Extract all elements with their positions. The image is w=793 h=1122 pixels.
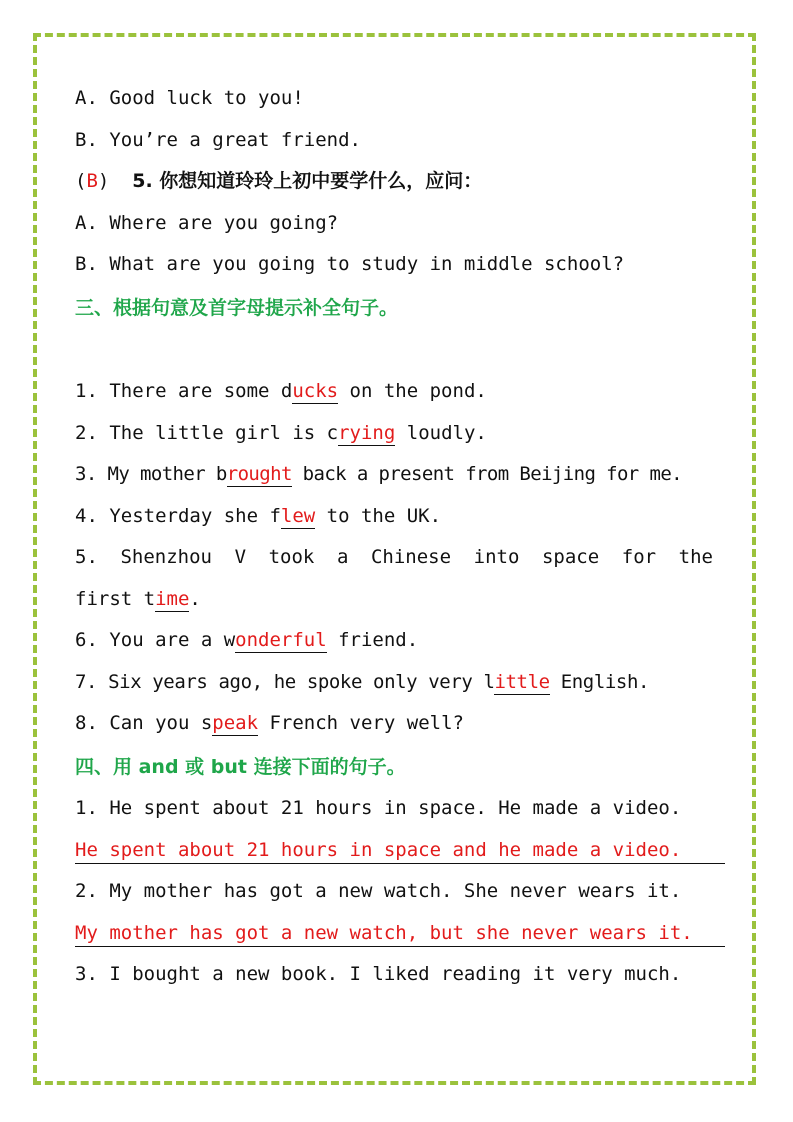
answer-paren-open: ( (75, 170, 87, 192)
item-text: 2. The little girl is c (75, 421, 339, 444)
word: Shenzhou (120, 546, 212, 568)
fill-answer: rought (226, 463, 292, 485)
combine-a2-line (75, 913, 715, 955)
item-text: first t (75, 587, 156, 610)
item-text: 1. There are some d (75, 380, 293, 402)
item-text: 8. Can you s (75, 712, 213, 734)
item-text: friend. (326, 629, 419, 651)
section-4-heading: 四、用 and 或 but 连接下面的句子。 (75, 755, 406, 778)
fill-item-1 (75, 371, 715, 413)
item-text: . (189, 587, 201, 610)
item-text: to the UK. (315, 504, 442, 527)
fill-answer: ucks (292, 380, 339, 402)
section-3-heading: 三、根据句意及首字母提示补全句子。 (75, 296, 399, 319)
item-text: back a present from Beijing for me. (291, 463, 682, 485)
fill-item-7 (75, 662, 715, 704)
option-b: B. You’re a great friend. (75, 128, 361, 151)
combine-q1: 1. He spent about 21 hours in space. He made a video. (75, 797, 682, 819)
option-a: A. Good luck to you! (75, 87, 304, 109)
word: into (473, 546, 520, 568)
combine-a1: He spent about 21 hours in space and he made a video. (75, 837, 725, 864)
item-text: 3. My mother b (75, 463, 227, 485)
item-text: 4. Yesterday she f (75, 504, 281, 527)
q5-option-a: A. Where are you going? (75, 211, 339, 234)
question-5-answer: B (86, 170, 98, 192)
item-text: 6. You are a w (75, 629, 236, 651)
fill-answer: peak (212, 712, 259, 734)
fill-item-2 (75, 413, 715, 455)
word: took (268, 546, 315, 568)
item-text: French very well? (258, 712, 464, 734)
word: for (621, 546, 657, 568)
fill-answer: ime (155, 587, 190, 610)
word: a (336, 546, 349, 568)
answer-paren-close: ) (97, 170, 110, 192)
word: 5. (75, 546, 98, 568)
item-text: English. (549, 670, 650, 693)
item-text: 7. Six years ago, he spoke only very l (75, 670, 495, 693)
fill-item-4 (75, 496, 715, 538)
question-5-text: 5. 你想知道玲玲上初中要学什么，应问： (132, 170, 483, 192)
fill-item-8 (75, 703, 715, 745)
item-text: on the pond. (338, 380, 487, 402)
item-text: loudly. (395, 421, 487, 444)
q5-option-b: B. What are you going to study in middle school? (75, 253, 625, 275)
question-5 (75, 161, 715, 203)
fill-item-5-cont (75, 579, 715, 621)
fill-item-3 (75, 454, 715, 496)
worksheet-content (75, 78, 715, 996)
fill-item-6 (75, 620, 715, 662)
fill-item-5 (75, 537, 713, 579)
combine-q2: 2. My mother has got a new watch. She never wears it. (75, 880, 682, 902)
word: Chinese (370, 546, 452, 568)
combine-q3: 3. I bought a new book. I liked reading it very much. (75, 963, 682, 985)
fill-answer: rying (338, 421, 396, 444)
word: V (234, 546, 247, 568)
fill-answer: onderful (235, 629, 327, 651)
combine-a1-line (75, 830, 715, 872)
word: space (541, 546, 600, 568)
word: the (678, 546, 713, 568)
fill-answer: lew (280, 504, 316, 527)
fill-answer: ittle (494, 670, 550, 693)
combine-a2: My mother has got a new watch, but she never wears it. (75, 920, 725, 947)
